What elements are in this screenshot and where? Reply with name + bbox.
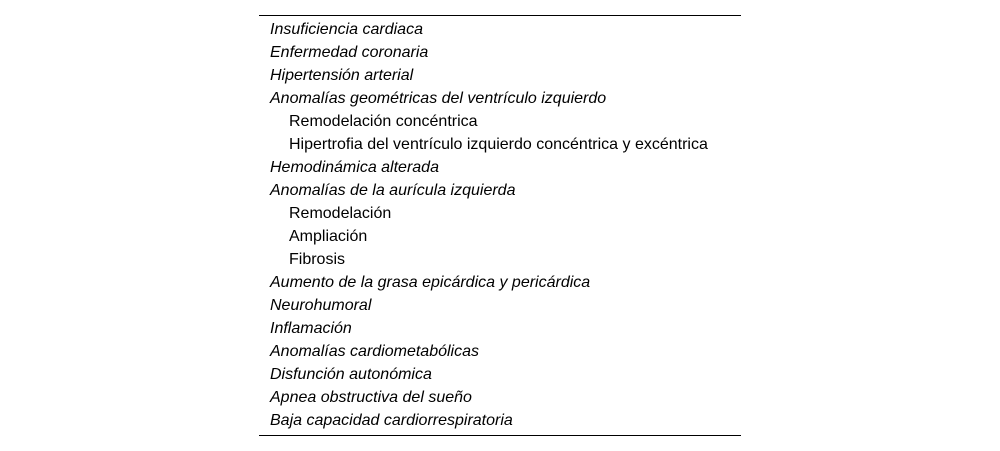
table-row: Anomalías geométricas del ventrículo izquierdo: [270, 90, 607, 107]
table-row: Hemodinámica alterada: [270, 159, 439, 176]
table-subrow: Remodelación concéntrica: [289, 113, 478, 130]
risk-factor-table: [259, 15, 741, 436]
table-subrow: Fibrosis: [289, 251, 346, 268]
table-row: Insuficiencia cardiaca: [270, 21, 423, 38]
table-row: Anomalías de la aurícula izquierda: [270, 182, 516, 199]
table-row: Aumento de la grasa epicárdica y pericárdica: [270, 274, 591, 291]
table-row: Hipertensión arterial: [270, 67, 414, 84]
table-row: Anomalías cardiometabólicas: [270, 343, 479, 360]
table-row: Enfermedad coronaria: [270, 44, 429, 61]
table-subrow: Ampliación: [289, 228, 368, 245]
table-subrow: Hipertrofia del ventrículo izquierdo concéntrica y excéntrica: [289, 136, 708, 153]
table-row: Neurohumoral: [270, 297, 372, 314]
table-subrow: Remodelación: [289, 205, 392, 222]
table-row: Apnea obstructiva del sueño: [270, 389, 472, 406]
table-row: Inflamación: [270, 320, 352, 337]
table-row: Baja capacidad cardiorrespiratoria: [270, 412, 513, 429]
table-row: Disfunción autonómica: [270, 366, 432, 383]
